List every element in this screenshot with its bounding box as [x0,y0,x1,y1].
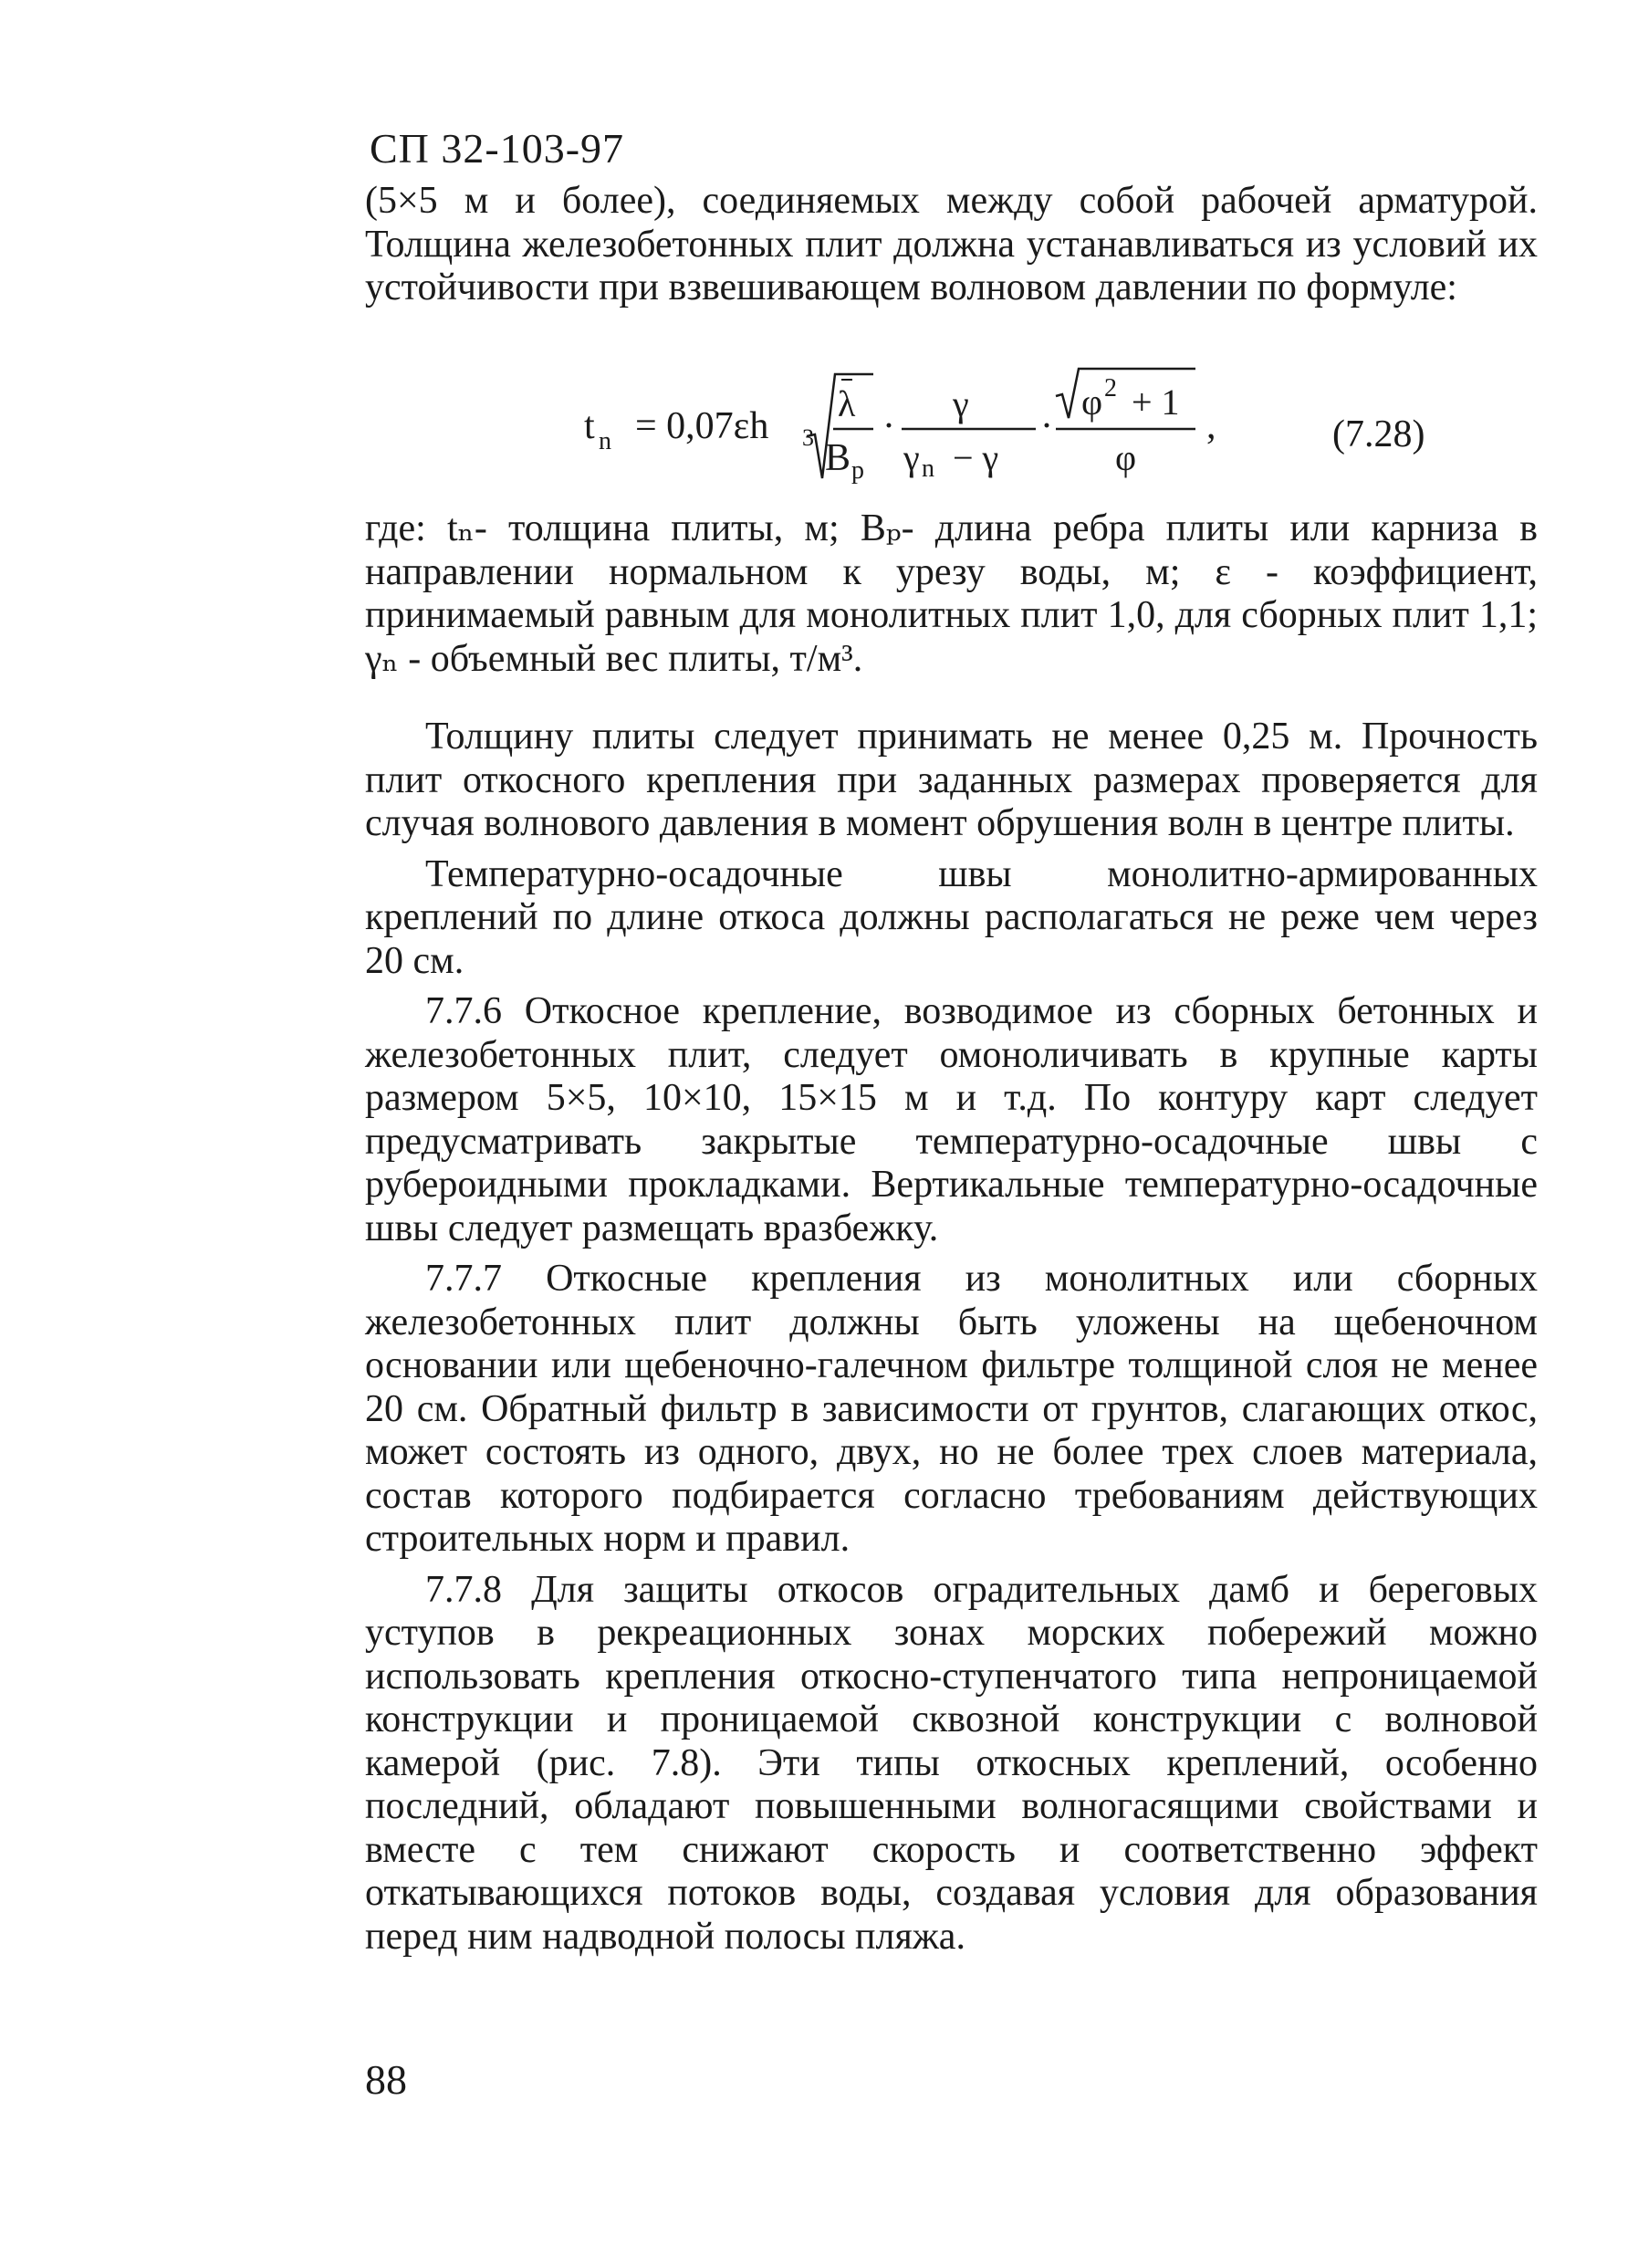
page-number: 88 [365,2056,407,2103]
body-text [365,716,1538,1966]
paragraph-7-7-6: 7.7.6 Откосное крепление, возводимое из сборных бетонных и железобетонных плит, следует омоноличивать в крупные карты размером 5×5, 10×10, 15×15 м и т.д. По контуру карт следует предусматривать закрытые температурно-осадочные швы с рубероидными прокладками. Вертикальные температурно-осадочные швы следует размещать вразбежку. [365,990,1538,1249]
formula-comma: , [1206,405,1216,447]
where-paragraph: где: tₙ- толщина плиты, м; Bₚ- длина ребра плиты или карниза в направлении нормальном к урезу воды, м; ε - коэффициент, принимаемый равным для монолитных плит 1,0, для сборных плит 1,1; γₙ - объемный вес плиты, т/м³. [365,507,1538,680]
formula-dot-1: · [882,405,895,447]
frac1-denominator: B [825,437,851,479]
frac2-denominator-b: − γ [953,437,999,478]
frac1-denominator-sub: p [851,456,864,485]
frac3-numerator-plus: + 1 [1132,381,1180,423]
paragraph-plate-thickness: Толщину плиты следует принимать не менее 0,25 м. Прочность плит откосного крепления при заданных размерах проверяется для случая волнового давления в момент обрушения волн в центре плиты. [365,716,1538,844]
frac3-denominator: φ [1115,437,1137,478]
frac2-denominator-a: γ [903,437,920,478]
frac3-numerator: φ [1081,381,1103,423]
formula-coef: = 0,07εh [635,405,769,447]
where-block [365,507,1538,688]
intro-paragraph: (5×5 м и более), соединяемых между собой рабочей арматурой. Толщина железобетонных плит должна устанавливаться из условий их устойчивости при взвешивающем волновом давлении по формуле: [365,180,1538,308]
document-header: СП 32-103-97 [370,125,625,172]
formula-root-index: 3 [802,424,814,451]
formula-lhs-sub: n [599,427,611,455]
frac1-numerator: λ [838,383,856,424]
paragraph-7-7-8: 7.7.8 Для защиты откосов оградительных дамб и береговых уступов в рекреационных зонах морских побережий можно использовать крепления откосно-ступенчатого типа непроницаемой конструкции и проницаемой сквозной конструкции с волновой камерой (рис. 7.8). Эти типы откосных креплений, особенно последний, обладают повышенными волногасящими свойствами и вместе с тем снижают скорость и соответственно эффект откатывающихся потоков воды, создавая условия для образования перед ним надводной полосы пляжа. [365,1568,1538,1958]
frac2-numerator: γ [953,383,969,424]
intro-block [365,180,1538,318]
formula-lhs: t [584,405,595,447]
formula-number: (7.28) [1332,413,1425,455]
paragraph-7-7-7: 7.7.7 Откосные крепления из монолитных или сборных железобетонных плит должны быть уложены на щебеночном основании или щебеночно-галечном фильтре толщиной слоя не менее 20 см. Обратный фильтр в зависимости от грунтов, слагающих откос, может состоять из одного, двух, но не более трех слоев материала, состав которого подбирается согласно требованиям действующих строительных норм и правил. [365,1258,1538,1560]
formula-dot-2: · [1040,405,1053,447]
frac3-numerator-sup: 2 [1104,374,1117,402]
paragraph-temperature-joints: Температурно-осадочные швы монолитно-армированных креплений по длине откоса должны располагаться не реже чем через 20 см. [365,852,1538,982]
frac2-denominator-a-sub: n [922,455,934,483]
